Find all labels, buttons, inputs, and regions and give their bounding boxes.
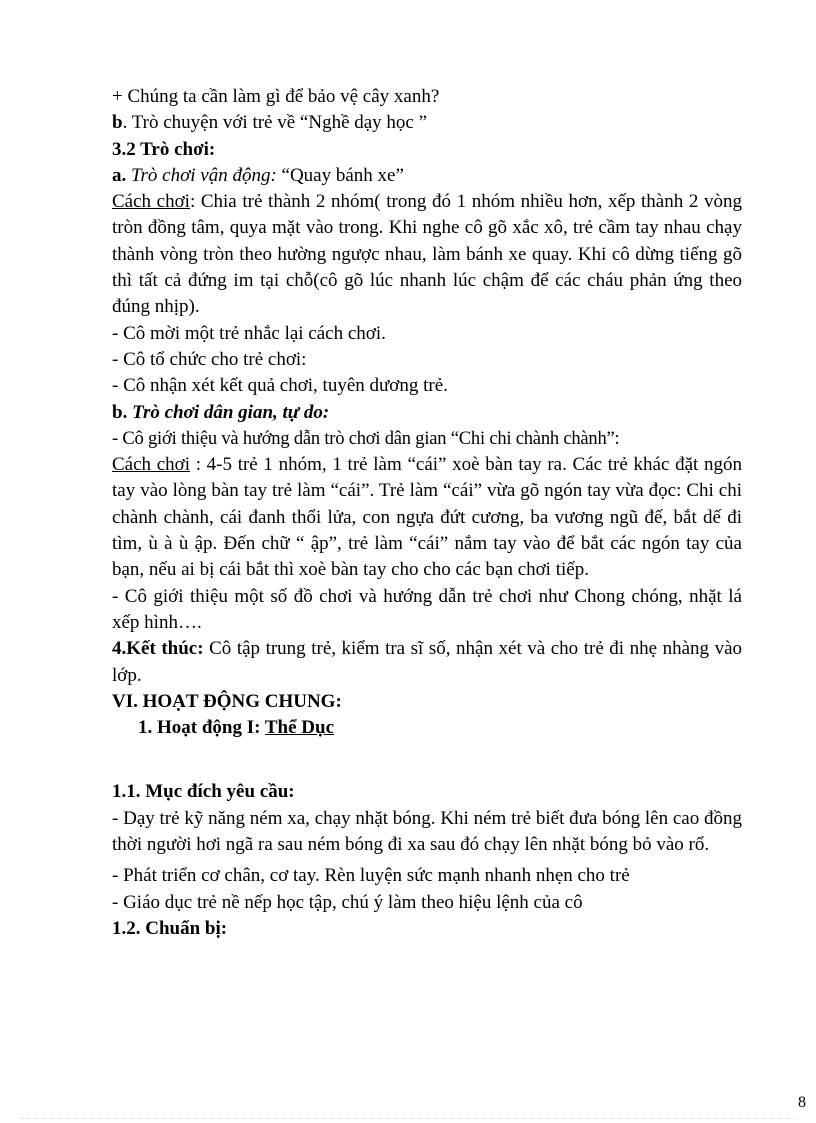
- objective-paragraph: - Dạy trẻ kỹ năng ném xa, chạy nhặt bóng. Khi ném trẻ biết đưa bóng lên cao đồng thời người hơi ngã ra sau ném bóng đi xa sau đó chạy lên nhặt bóng bỏ vào rổ.: [112, 807, 742, 856]
- item-italic: Trò chơi vận động:: [131, 164, 277, 186]
- item-italic: Trò chơi dân gian, tự do:: [127, 401, 330, 423]
- folk-rules-paragraph: [112, 452, 742, 583]
- question-line: + Chúng ta cần làm gì để bảo vệ cây xanh?: [112, 86, 440, 107]
- bullet-line: - Giáo dục trẻ nề nếp học tập, chú ý làm theo hiệu lệnh của cô: [112, 891, 583, 913]
- item-label: b.: [112, 401, 128, 423]
- rules-label: Cách chơi: [112, 454, 190, 476]
- activity-heading: [112, 715, 742, 741]
- rules-label: Cách chơi: [112, 191, 190, 213]
- game-rules-paragraph: [112, 189, 742, 320]
- ending-text: Cô tập trung trẻ, kiểm tra sĩ số, nhận xét và cho trẻ đi nhẹ nhàng vào lớp.: [112, 638, 742, 686]
- item-text: “Quay bánh xe”: [276, 164, 404, 186]
- chapter-heading: VI. HOẠT ĐỘNG CHUNG:: [112, 690, 342, 712]
- rules-text: : Chia trẻ thành 2 nhóm( trong đó 1 nhóm nhiều hơn, xếp thành 2 vòng tròn đồng tâm, quya mặt vào trong. Khi nghe cô gõ xắc xô, trẻ cầm tay nhau chạy thành vòng tròn theo hường ngược nhau, làm bánh xe quay. Khi cô dừng tiếng gõ thì tất cả đứng im tại chỗ(cô gõ lúc nhanh lúc chậm để các cháu phản ứng theo đúng nhịp).: [112, 191, 742, 318]
- activity-label: 1. Hoạt động I:: [138, 717, 265, 739]
- item-label: b: [112, 112, 123, 134]
- game-heading: [112, 163, 742, 189]
- bullet-paragraph: - Cô giới thiệu một số đồ chơi và hướng dẫn trẻ chơi như Chong chóng, nhặt lá xếp hình….: [112, 585, 742, 633]
- section-heading: 3.2 Trò chơi:: [112, 138, 216, 160]
- bullet-line: - Cô tổ chức cho trẻ chơi:: [112, 348, 307, 370]
- ending-label: 4.Kết thúc:: [112, 638, 204, 660]
- subsection-heading: 1.2. Chuẩn bị:: [112, 917, 228, 939]
- subsection-heading: 1.1. Mục đích yêu cầu:: [112, 781, 295, 803]
- document-body: [112, 84, 742, 942]
- footer-divider: [20, 1118, 796, 1119]
- talk-line: [112, 110, 742, 136]
- item-label: a.: [112, 164, 127, 186]
- activity-subject: Thể Dục: [264, 717, 335, 739]
- ending-paragraph: [112, 636, 742, 689]
- bullet-line: - Cô giới thiệu và hướng dẫn trò chơi dân gian “Chi chi chành chành”:: [112, 428, 620, 449]
- bullet-line: - Cô mời một trẻ nhắc lại cách chơi.: [112, 322, 386, 344]
- item-text: . Trò chuyện với trẻ về “Nghề dạy học ”: [122, 112, 428, 134]
- bullet-line: - Phát triển cơ chân, cơ tay. Rèn luyện sức mạnh nhanh nhẹn cho trẻ: [112, 865, 630, 887]
- page-number: 8: [798, 1094, 806, 1111]
- bullet-line: - Cô nhận xét kết quả chơi, tuyên dương trẻ.: [112, 375, 448, 397]
- rules-text: : 4-5 trẻ 1 nhóm, 1 trẻ làm “cái” xoè bàn tay ra. Các trẻ khác đặt ngón tay vào lòng bàn tay trẻ làm “cái”. Trẻ làm “cái” vừa gõ ngón tay vừa đọc: Chi chi chành chành, cái đanh thổi lửa, con ngựa đứt cương, ba vương ngũ đế, bắt dế đi tìm, ù à ù ập. Đến chữ “ ập”, trẻ làm “cái” nắm tay vào để bắt các ngón tay của bạn, nếu ai bị cái bắt thì xoè bàn tay cho cho các bạn chơi tiếp.: [112, 454, 742, 581]
- folk-game-heading: [112, 400, 742, 426]
